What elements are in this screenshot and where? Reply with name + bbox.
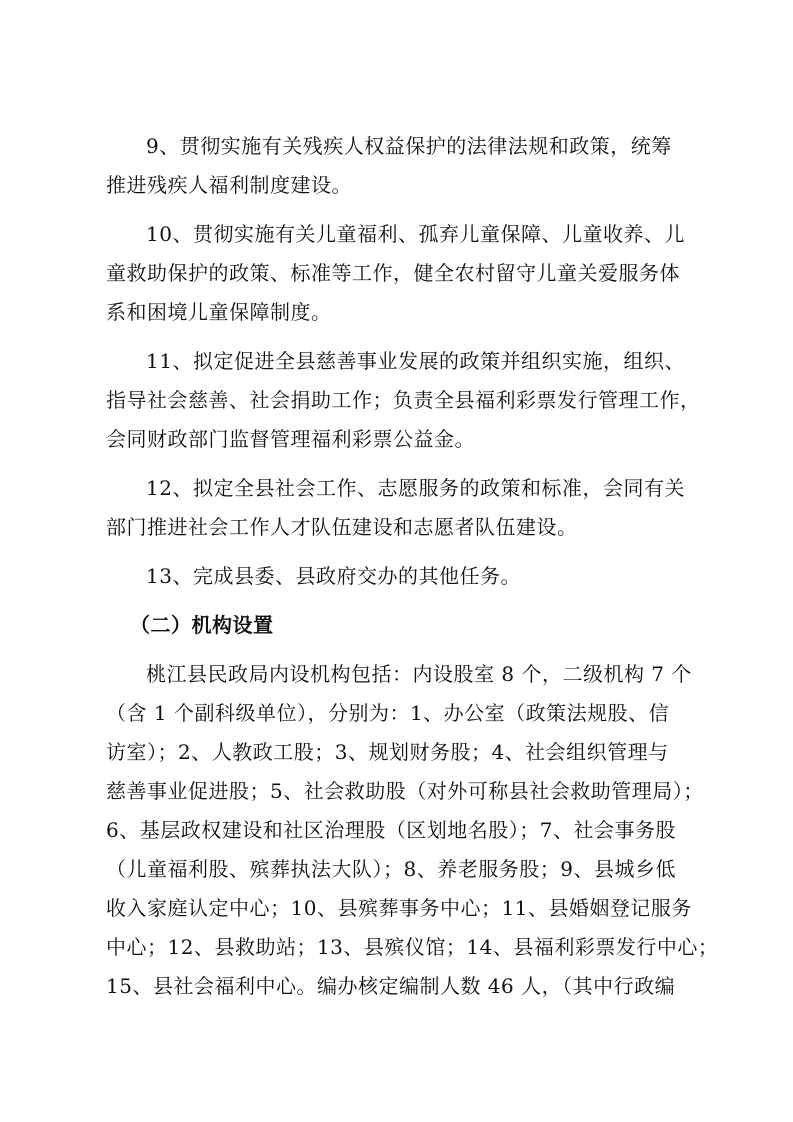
- text-line: 桃江县民政局内设机构包括：内设股室 8 个，二级机构 7 个: [146, 662, 692, 686]
- paragraph-item-11: [106, 342, 714, 459]
- text-line: 收入家庭认定中心；10、县殡葬事务中心；11、县婚姻登记服务: [106, 896, 692, 920]
- text-line: 6、基层政权建设和社区治理股（区划地名股）；7、社会事务股: [106, 818, 676, 842]
- text-line: 童救助保护的政策、标准等工作，健全农村留守儿童关爱服务体: [106, 261, 680, 285]
- text-line: 13、完成县委、县政府交办的其他任务。: [146, 564, 521, 588]
- text-line: 会同财政部门监督管理福利彩票公益金。: [106, 427, 475, 451]
- text-line: 中心；12、县救助站；13、县殡仪馆；14、县福利彩票发行中心；: [106, 935, 719, 959]
- paragraph-item-10: [106, 215, 714, 332]
- text-line: 访室）；2、人教政工股；3、规划财务股；4、社会组织管理与: [106, 740, 669, 764]
- paragraph-org-structure: [106, 655, 719, 1006]
- text-line: （含 1 个副科级单位），分别为：1、办公室（政策法规股、信: [106, 701, 670, 725]
- section-heading: （二）机构设置: [130, 613, 274, 637]
- text-line: 11、拟定促进全县慈善事业发展的政策并组织实施，组织、: [146, 349, 685, 373]
- paragraph-item-12: [106, 469, 714, 547]
- text-line: （儿童福利股、殡葬执法大队）；8、养老服务股；9、县城乡低: [106, 857, 676, 881]
- text-line: 部门推进社会工作人才队伍建设和志愿者队伍建设。: [106, 515, 578, 539]
- text-line: 慈善事业促进股；5、社会救助股（对外可称县社会救助管理局）；: [106, 779, 704, 803]
- text-line: 推进残疾人福利制度建设。: [106, 173, 352, 197]
- text-line: 10、贯彻实施有关儿童福利、孤弃儿童保障、儿童收养、儿: [146, 222, 685, 246]
- text-line: 15、县社会福利中心。编办核定编制人数 46 人，（其中行政编: [106, 974, 676, 998]
- paragraph-item-9: [106, 127, 714, 205]
- text-line: 系和困境儿童保障制度。: [106, 300, 332, 324]
- text-line: 9、贯彻实施有关残疾人权益保护的法律法规和政策，统筹: [146, 134, 672, 158]
- text-line: 12、拟定全县社会工作、志愿服务的政策和标准，会同有关: [146, 476, 685, 500]
- document-body: [106, 127, 719, 1006]
- text-line: 指导社会慈善、社会捐助工作；负责全县福利彩票发行管理工作，: [106, 388, 701, 412]
- paragraph-item-13: [106, 557, 714, 596]
